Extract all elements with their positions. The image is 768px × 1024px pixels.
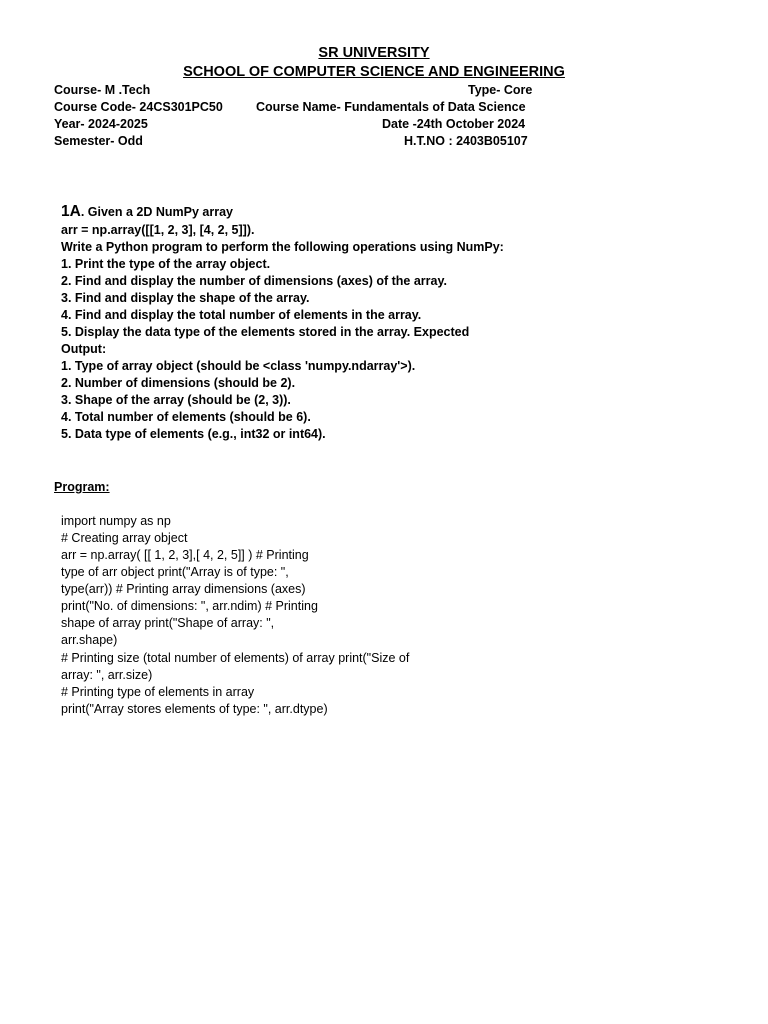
code-line: print("No. of dimensions: ", arr.ndim) # Printing (61, 599, 318, 613)
course-type: Type- Core (468, 83, 533, 97)
code-line: array: ", arr.size) (61, 668, 153, 682)
question-line: arr = np.array([[1, 2, 3], [4, 2, 5]]). (61, 223, 255, 237)
university-title: SR UNIVERSITY (318, 45, 430, 61)
question-title-text: . Given a 2D NumPy array (80, 205, 233, 219)
question-line: 5. Data type of elements (e.g., int32 or int64). (61, 427, 326, 441)
course-code: Course Code- 24CS301PC50 (54, 100, 223, 114)
question-title (61, 203, 233, 221)
hall-ticket-number: H.T.NO : 2403B05107 (404, 134, 528, 148)
code-line: print("Array stores elements of type: ", arr.dtype) (61, 702, 328, 716)
program-label: Program: (54, 480, 110, 494)
code-line: # Printing size (total number of elements) of array print("Size of (61, 651, 410, 665)
code-line: # Creating array object (61, 531, 188, 545)
question-line: Output: (61, 342, 107, 356)
semester: Semester- Odd (54, 134, 143, 148)
question-line: 2. Find and display the number of dimensions (axes) of the array. (61, 274, 447, 288)
code-line: arr.shape) (61, 633, 118, 647)
code-line: type of arr object print("Array is of type: ", (61, 565, 289, 579)
code-line: type(arr)) # Printing array dimensions (axes) (61, 582, 306, 596)
year: Year- 2024-2025 (54, 117, 148, 131)
school-title: SCHOOL OF COMPUTER SCIENCE AND ENGINEERING (183, 64, 565, 80)
date: Date -24th October 2024 (382, 117, 526, 131)
question-line: 3. Find and display the shape of the array. (61, 291, 310, 305)
question-line: 4. Total number of elements (should be 6). (61, 410, 311, 424)
course: Course- M .Tech (54, 83, 151, 97)
code-line: arr = np.array( [[ 1, 2, 3],[ 4, 2, 5]] ) # Printing (61, 548, 309, 562)
code-line: import numpy as np (61, 514, 171, 528)
code-line: # Printing type of elements in array (61, 685, 255, 699)
question-line: 5. Display the data type of the elements stored in the array. Expected (61, 325, 470, 339)
question-line: 4. Find and display the total number of elements in the array. (61, 308, 422, 322)
course-name: Course Name- Fundamentals of Data Science (256, 100, 526, 114)
question-line: 1. Print the type of the array object. (61, 257, 271, 271)
question-line: 3. Shape of the array (should be (2, 3)). (61, 393, 291, 407)
question-number: 1A (61, 203, 81, 220)
question-line: Write a Python program to perform the following operations using NumPy: (61, 240, 504, 254)
question-line: 2. Number of dimensions (should be 2). (61, 376, 296, 390)
code-line: shape of array print("Shape of array: ", (61, 616, 275, 630)
question-line: 1. Type of array object (should be <class 'numpy.ndarray'>). (61, 359, 416, 373)
